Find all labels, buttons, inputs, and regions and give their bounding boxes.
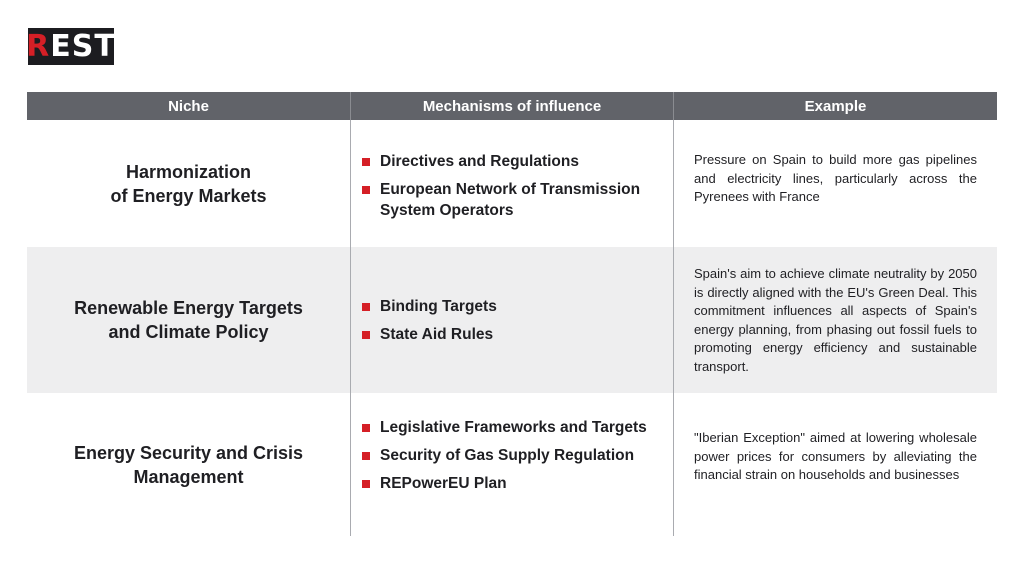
mechanism-label: European Network of Transmission System Operators [380,180,641,219]
list-item [362,179,661,221]
mechanism-label: Binding Targets [380,297,497,315]
logo-letter-r: R [26,29,51,64]
logo-wordmark [26,28,116,65]
mechanisms-list [362,144,661,228]
table-row [27,247,997,393]
list-item [362,151,661,172]
list-item [362,417,661,438]
niche-line: Renewable Energy Targets [74,298,303,318]
example-text: "Iberian Exception" aimed at lowering wholesale power prices for consumers by alleviating the financial strain on households and businesses [694,430,977,482]
example-text: Spain's aim to achieve climate neutrality by 2050 is directly aligned with the EU's Green Deal. This commitment influences all aspects of Spain's energy planning, from phasing out fossil fuels to promoting energy efficiency and sustainable transport. [694,266,977,374]
mechanisms-list [362,410,661,501]
list-item [362,324,661,345]
bullet-square-icon [362,452,370,460]
mechanism-label: State Aid Rules [380,325,494,343]
niche-line: Energy Security and Crisis [73,442,304,463]
mechanism-label: Legislative Frameworks and Targets [380,419,647,436]
bullet-square-icon [362,480,370,488]
example-cell [673,247,997,393]
bullet-square-icon [362,303,370,311]
table-row [27,393,997,536]
list-item [362,445,661,466]
bullet-square-icon [362,158,370,166]
bullet-square-icon [362,424,370,432]
example-text: Pressure on Spain to build more gas pipelines and electricity lines, particularly across the Pyrenees with France [694,152,977,204]
niche-line: and Climate Policy [108,322,269,342]
mechanisms-list [362,289,661,352]
header-niche: Niche [168,97,209,115]
niche-line: Management [133,466,244,487]
mechanism-label: Directives and Regulations [380,152,579,170]
niche-cell [27,393,350,536]
niche-line: Harmonization [125,161,251,182]
mechanisms-cell [350,247,673,393]
influence-table [27,92,997,536]
bullet-square-icon [362,186,370,194]
header-example: Example [673,92,997,120]
header-mechanisms: Mechanisms of influence [350,92,673,120]
bullet-square-icon [362,331,370,339]
logo-letters-est: EST [50,29,116,64]
table-header [27,92,997,120]
mechanisms-cell [350,120,673,247]
example-cell [673,120,997,247]
mechanism-label: Security of Gas Supply Regulation [380,447,635,464]
niche-cell [27,247,350,393]
list-item [362,473,661,494]
mechanism-label: REPowerEU Plan [380,475,507,492]
table-row [27,120,997,247]
example-cell [673,393,997,536]
list-item [362,296,661,317]
niche-cell [27,120,350,247]
niche-line: of Energy Markets [110,185,267,206]
mechanisms-cell [350,393,673,536]
rest-logo [28,28,114,65]
